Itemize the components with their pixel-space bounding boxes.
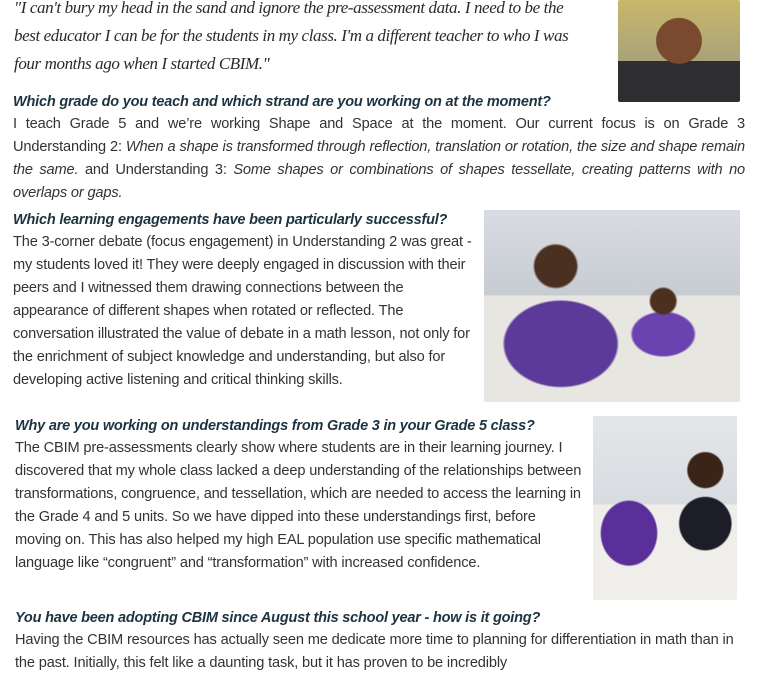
answer-text-italic: When a shape is transformed through reflection, translation or rotation, the size and shape remain the same. [13,139,745,178]
answer-paragraph: The CBIM pre-assessments clearly show where students are in their learning journey. I discovered that my whole class lacked a deep understanding of the relationships between transformations, congruence, and tessellation, which are needed to access the learning in the Grade 4 and 5 units. So we have dipped into these understandings first, before moving on. This has also helped my high EAL population use specific mathematical language like “congruent” and “transformation” with increased confidence. [15,440,582,571]
answer-text: and Understanding 3: [78,162,234,178]
quote-line: best educator I can be for the students in my class. I'm a different teacher to who I was [14,26,569,45]
answer-paragraph: The 3-corner debate (focus engagement) in Understanding 2 was great - my students loved it! They were deeply engaged in discussion with their peers and I witnessed them drawing connections between the appearance of different shapes when rotated or reflected. The conversation illustrated the value of debate in a math lesson, not only for the enrichment of subject knowledge and understanding, but also for developing active listening and critical thinking skills. [13,234,472,388]
question-heading: You have been adopting CBIM since August this school year - how is it going? [15,610,541,626]
quote-section [13,0,745,92]
answer-text-italic: Some shapes or combinations of shapes tessellate, creating patterns with no overlaps or gaps. [13,162,745,201]
teacher-portrait-photo [618,0,740,102]
question-heading: Which learning engagements have been particularly successful? [13,212,448,228]
students-classroom-photo [484,210,740,402]
question-section [13,210,745,408]
answer-paragraph [13,113,745,205]
question-heading: Which grade do you teach and which strand are you working on at the moment? [13,94,551,110]
quote-line: four months ago when I started CBIM." [14,54,270,73]
quote-line: "I can't bury my head in the sand and ignore the pre-assessment data. I need to be the [14,0,564,17]
question-heading: Why are you working on understandings from Grade 3 in your Grade 5 class? [15,418,535,434]
question-section [13,608,745,675]
answer-paragraph: Having the CBIM resources has actually seen me dedicate more time to planning for differentiation in math than in the past. Initially, this felt like a daunting task, but it has proven to be incredibly [15,632,734,671]
question-section [13,416,745,604]
question-section [13,92,745,205]
teacher-quote [14,0,619,78]
teacher-with-students-photo [593,416,737,600]
answer-text: I teach Grade 5 and we’re working Shape and Space at the moment. Our current focus is on Grade 3 Understanding 2: [13,116,745,155]
